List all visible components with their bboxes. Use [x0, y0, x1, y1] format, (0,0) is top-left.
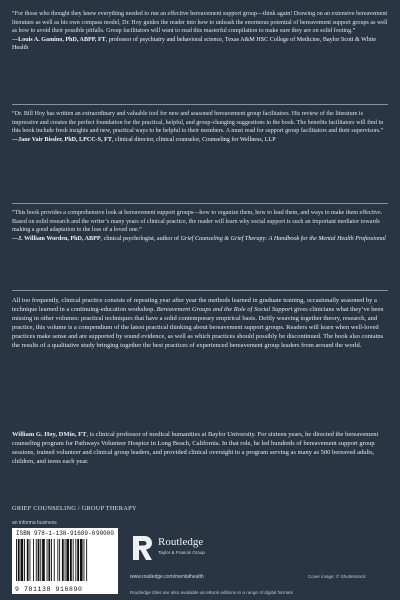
book-description — [12, 296, 388, 351]
endorsement-quote: “Dr. Bill Hoy has written an extraordinary and valuable tool for new and seasoned bereavement group facilitators. His review of the literature is impressive and creates the perfect foundation for the practical, helpful, and group-changing suggestions in the book. The benefits facilitators will find in this book include fresh insights and new, practical ways to be helpful to their members. A must read for support group facilitators and their supervisors.” — [12, 111, 384, 135]
publisher-url[interactable]: www.routledge.com/mentalhealth — [130, 574, 204, 580]
author-bio-text: , is clinical professor of medical humanities at Baylor University. For sixteen years, he directed the bereavement counseling program for Pathways Volunteer Hospice in Long Beach, California. In that role, he led hundreds of bereavement support group sessions, trained volunteer and clinical group leaders, and provided clinical oversight to a program serving as many as 500 bereaved adults, children, and teens each year. — [12, 431, 379, 466]
endorsement-1 — [12, 10, 388, 53]
endorser-credit: , professor of psychiatry and behavioral science, Texas A&M HSC College of Medicine, Baylor Scott & White Health — [12, 36, 377, 52]
endorsement-attribution — [12, 235, 388, 244]
divider — [12, 290, 388, 291]
endorser-credit: , clinical psychologist, author of — [100, 235, 181, 242]
subject-category: GRIEF COUNSELING / GROUP THERAPY — [12, 505, 137, 512]
routledge-r-icon — [130, 534, 154, 562]
endorsement-quote: “For those who thought they knew everything needed to run an effective bereavement support group—think again! Drawing on an extensive bereavement literature as well as his own compass model, Dr. Hoy guides the reader into how to unleash the enormous potential of bereavement support groups as well as how to avoid their possible pitfalls. Group facilitators will want to read this masterful compilation to make sure they are on solid footing.” — [12, 11, 388, 35]
endorsement-attribution — [12, 136, 388, 145]
endorser-name: —Jane Vair Bissler, PhD, LPCC-S, FT — [12, 136, 112, 143]
publisher-logo — [130, 534, 205, 567]
endorsement-attribution — [12, 36, 388, 53]
informa-tagline: an informa business — [12, 520, 57, 526]
ebook-note: Routledge titles are also available as eBook editions in a range of digital formats — [130, 590, 293, 595]
endorser-book-title: Grief Counseling & Grief Therapy: A Handbook for the Mental Health Professional — [180, 235, 386, 242]
endorsement-3 — [12, 209, 388, 243]
price-code: 90000 — [95, 530, 114, 537]
isbn-number: ISBN 978-1-138-91689-0 — [16, 530, 96, 537]
barcode-number: 9 781138 916890 — [15, 586, 83, 593]
divider — [12, 203, 388, 204]
endorser-credit: , clinical director, clinical counselor, Counseling for Wellness, LLP — [111, 136, 276, 143]
endorsement-2 — [12, 110, 388, 144]
barcode-bars — [16, 539, 114, 581]
author-bio — [12, 430, 388, 466]
cover-image-credit: Cover image: © Shutterstock — [308, 574, 366, 579]
publisher-name: Routledge — [158, 536, 204, 548]
description-text: gives clinicians what they’ve been missing in other volumes: practical techniques that have a solid contemporary empirical basis. Deftly weaving together theory, research, and practice, this volume is a compendium of the latest practical thinking about bereavement support groups. Readers will learn when well-loved practices make sense and are supported by sound evidence, as well as which practices should possibly be discontinued. The book also contains the results of a qualitative study bringing together the best practices of experienced bereavement group leaders from around the world. — [12, 306, 384, 350]
divider — [12, 104, 388, 105]
description-text: All too frequently, clinical practice consists of repeating year after year the methods learned in graduate training, occasionally seasoned by a technique learned in a continuing-education workshop. — [12, 297, 377, 314]
book-title-italic: Bereavement Groups and the Role of Social Support — [156, 306, 293, 314]
endorser-name: —J. William Worden, PhD, ABPP — [12, 235, 101, 242]
author-name: William G. Hoy, DMin, FT — [12, 431, 87, 438]
publisher-subtitle: Taylor & Francis Group — [158, 550, 205, 555]
endorsement-quote: “This book provides a comprehensive look at bereavement support groups—how to organize them, how to lead them, and ways to make them effective. Based on solid research and the writer’s many years of clinical practice, the reader will learn why social support is such an important mediator towards making a good adaptation to the loss of a loved one.” — [12, 210, 383, 234]
isbn-barcode — [12, 528, 118, 594]
endorser-name: —Louis A. Gamino, PhD, ABPP, FT — [12, 36, 106, 43]
